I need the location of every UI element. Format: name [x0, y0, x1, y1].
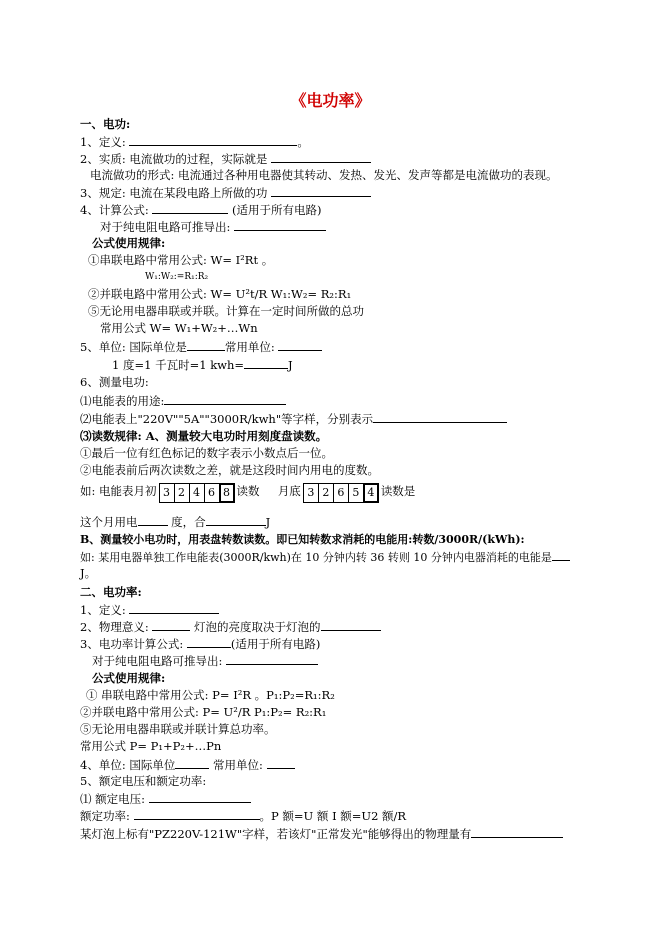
- answer-blank[interactable]: [138, 514, 168, 526]
- line-red-digit: ①最后一位有红色标记的数字表示小数点后一位。: [80, 446, 333, 460]
- line-pure-resistance: [100, 219, 326, 235]
- answer-blank[interactable]: [267, 757, 295, 769]
- answer-blank[interactable]: [164, 393, 286, 405]
- line-units: [80, 339, 322, 355]
- line-rated: 5、额定电压和额定功率:: [80, 774, 207, 788]
- text: 。: [297, 135, 309, 149]
- digit: 2: [318, 483, 333, 503]
- digit: 4: [363, 483, 379, 503]
- text: (适用于所有电路): [232, 203, 322, 217]
- answer-blank[interactable]: [149, 791, 251, 803]
- answer-blank[interactable]: [244, 357, 288, 369]
- line-reading-rule: ⑶读数规律: A、测量较大电功时用刻度盘读数。: [80, 429, 328, 443]
- line-kwh: [112, 357, 293, 373]
- answer-blank[interactable]: [234, 219, 326, 231]
- text: ⑴ 额定电压:: [80, 792, 146, 806]
- line-series-formula: ①串联电路中常用公式: W= I²Rt 。: [88, 253, 274, 267]
- line-month-usage: [80, 514, 270, 530]
- line-definition: [80, 134, 309, 150]
- digit: 5: [348, 483, 363, 503]
- section-heading-2: 二、电功率:: [80, 585, 142, 599]
- line-meter-labels: [80, 411, 507, 427]
- text: 对于纯电阻电路可推导出:: [100, 220, 231, 234]
- answer-blank[interactable]: [129, 134, 297, 146]
- answer-blank[interactable]: [373, 411, 507, 423]
- line-meter-example: [80, 480, 415, 503]
- answer-blank[interactable]: [175, 757, 209, 769]
- line-parallel-formula: ②并联电路中常用公式: W= U²t/R W₁:W₂= R₂:R₁: [88, 287, 352, 301]
- text: 如: 电能表月初: [80, 484, 157, 498]
- line-example-unit: J。: [80, 566, 97, 580]
- digit: 3: [159, 483, 174, 503]
- text: 1、定义:: [80, 135, 126, 149]
- line-meter-use: [80, 393, 286, 409]
- text: 5、单位: 国际单位是: [80, 340, 187, 354]
- line-total-work: ⑤无论用电器串联或并联。计算在一定时间所做的总功: [88, 304, 364, 318]
- text: 月底: [277, 484, 301, 498]
- line-small-work: B、测量较小电功时，用表盘转数读数。即已知转数求消耗的电能用:转数/3000R/(kWh):: [80, 533, 525, 546]
- answer-blank[interactable]: [152, 619, 190, 631]
- line-bulb-label: [80, 826, 563, 842]
- text: 1 度=1 千瓦时=1 kwh=: [112, 358, 245, 372]
- digit: 4: [189, 483, 204, 503]
- line-series-ratio: W₁:W₂:=R₁:R₂: [145, 272, 209, 282]
- text: 4、单位: 国际单位: [80, 758, 176, 772]
- text: 4、计算公式:: [80, 203, 149, 217]
- answer-blank[interactable]: [321, 619, 381, 631]
- line-essence: [80, 151, 371, 167]
- digit: 2: [174, 483, 189, 503]
- text: 如: 某用电器单独工作电能表(3000R/kwh)在 10 分钟内转 36 转则 10 分钟内电器消耗的电能是: [80, 551, 552, 564]
- line-power-pure: [92, 653, 318, 669]
- line-common-formula: 常用公式 W= W₁+W₂+…Wn: [100, 321, 258, 335]
- line-power-definition: [80, 602, 219, 618]
- text: 灯泡的亮度取决于灯泡的: [194, 620, 321, 634]
- formula-rules-heading: 公式使用规律:: [92, 236, 166, 250]
- answer-blank[interactable]: [187, 636, 231, 648]
- text: 。P 额=U 额 I 额=U2 额/R: [259, 809, 407, 823]
- line-power-series: ① 串联电路中常用公式: P= I²R 。P₁:P₂=R₁:R₂: [86, 688, 335, 702]
- text: (适用于所有电路): [230, 637, 321, 651]
- answer-blank[interactable]: [187, 339, 225, 351]
- text: 度，合: [171, 515, 206, 529]
- text: 某灯泡上标有"PZ220V-121W"字样，若该灯"正常发光"能够得出的物理量有: [80, 827, 472, 841]
- text: J: [265, 515, 271, 529]
- line-total-power: ⑤无论用电器串联或并联计算总功率。: [80, 722, 276, 736]
- section-heading-1: 一、电功:: [80, 117, 131, 131]
- answer-blank[interactable]: [471, 826, 563, 838]
- power-rules-heading: 公式使用规律:: [92, 671, 166, 685]
- digit: 8: [219, 483, 235, 503]
- line-work-forms: 电流做功的形式: 电流通过各种用电器使其转动、发热、发光、发声等都是电流做功的表现。: [90, 168, 558, 182]
- answer-blank[interactable]: [271, 185, 371, 197]
- line-power-parallel: ②并联电路中常用公式: P= U²/R P₁:P₂= R₂:R₁: [80, 705, 327, 719]
- line-rule: [80, 185, 371, 201]
- answer-blank[interactable]: [152, 202, 228, 214]
- answer-blank[interactable]: [552, 549, 570, 561]
- text: ⑵电能表上"220V""5A""3000R/kwh"等字样，分别表示: [80, 412, 374, 426]
- answer-blank[interactable]: [226, 653, 318, 665]
- line-power-common: 常用公式 P= P₁+P₂+…Pn: [80, 739, 222, 753]
- page-title: 《电功率》: [290, 91, 371, 110]
- answer-blank[interactable]: [206, 514, 266, 526]
- line-rated-voltage: [80, 791, 251, 807]
- line-reading-diff: ②电能表前后两次读数之差，就是这段时间内用电的度数。: [80, 463, 379, 477]
- text: 2、实质: 电流做功的过程，实际就是: [80, 152, 268, 166]
- text: 读数: [236, 484, 260, 498]
- line-formula: [80, 202, 322, 218]
- line-rated-power: [80, 808, 406, 824]
- answer-blank[interactable]: [134, 808, 260, 820]
- answer-blank[interactable]: [271, 151, 371, 163]
- text: 读数是: [380, 484, 416, 498]
- meter-reading-end: [303, 481, 379, 503]
- text: 3、规定: 电流在某段电路上所做的功: [80, 186, 268, 200]
- digit: 6: [204, 483, 219, 503]
- line-power-units: [80, 757, 295, 773]
- line-example: [80, 549, 570, 565]
- answer-blank[interactable]: [129, 602, 219, 614]
- text: 额定功率:: [80, 809, 130, 823]
- line-power-formula: [80, 636, 320, 652]
- digit: 6: [333, 483, 348, 503]
- answer-blank[interactable]: [278, 339, 322, 351]
- text: 常用单位:: [213, 758, 263, 772]
- text: 这个月用电: [80, 515, 138, 529]
- line-measure: 6、测量电功:: [80, 375, 149, 389]
- text: 1、定义:: [80, 603, 126, 617]
- text: J: [288, 358, 293, 372]
- text: 常用单位:: [224, 340, 275, 354]
- line-physical-meaning: [80, 619, 381, 635]
- meter-reading-start: [159, 481, 235, 503]
- text: 2、物理意义:: [80, 620, 149, 634]
- text: ⑴电能表的用途:: [80, 394, 165, 408]
- digit: 3: [303, 483, 318, 503]
- text: 对于纯电阻电路可推导出:: [92, 654, 223, 668]
- text: 3、电功率计算公式:: [80, 637, 184, 651]
